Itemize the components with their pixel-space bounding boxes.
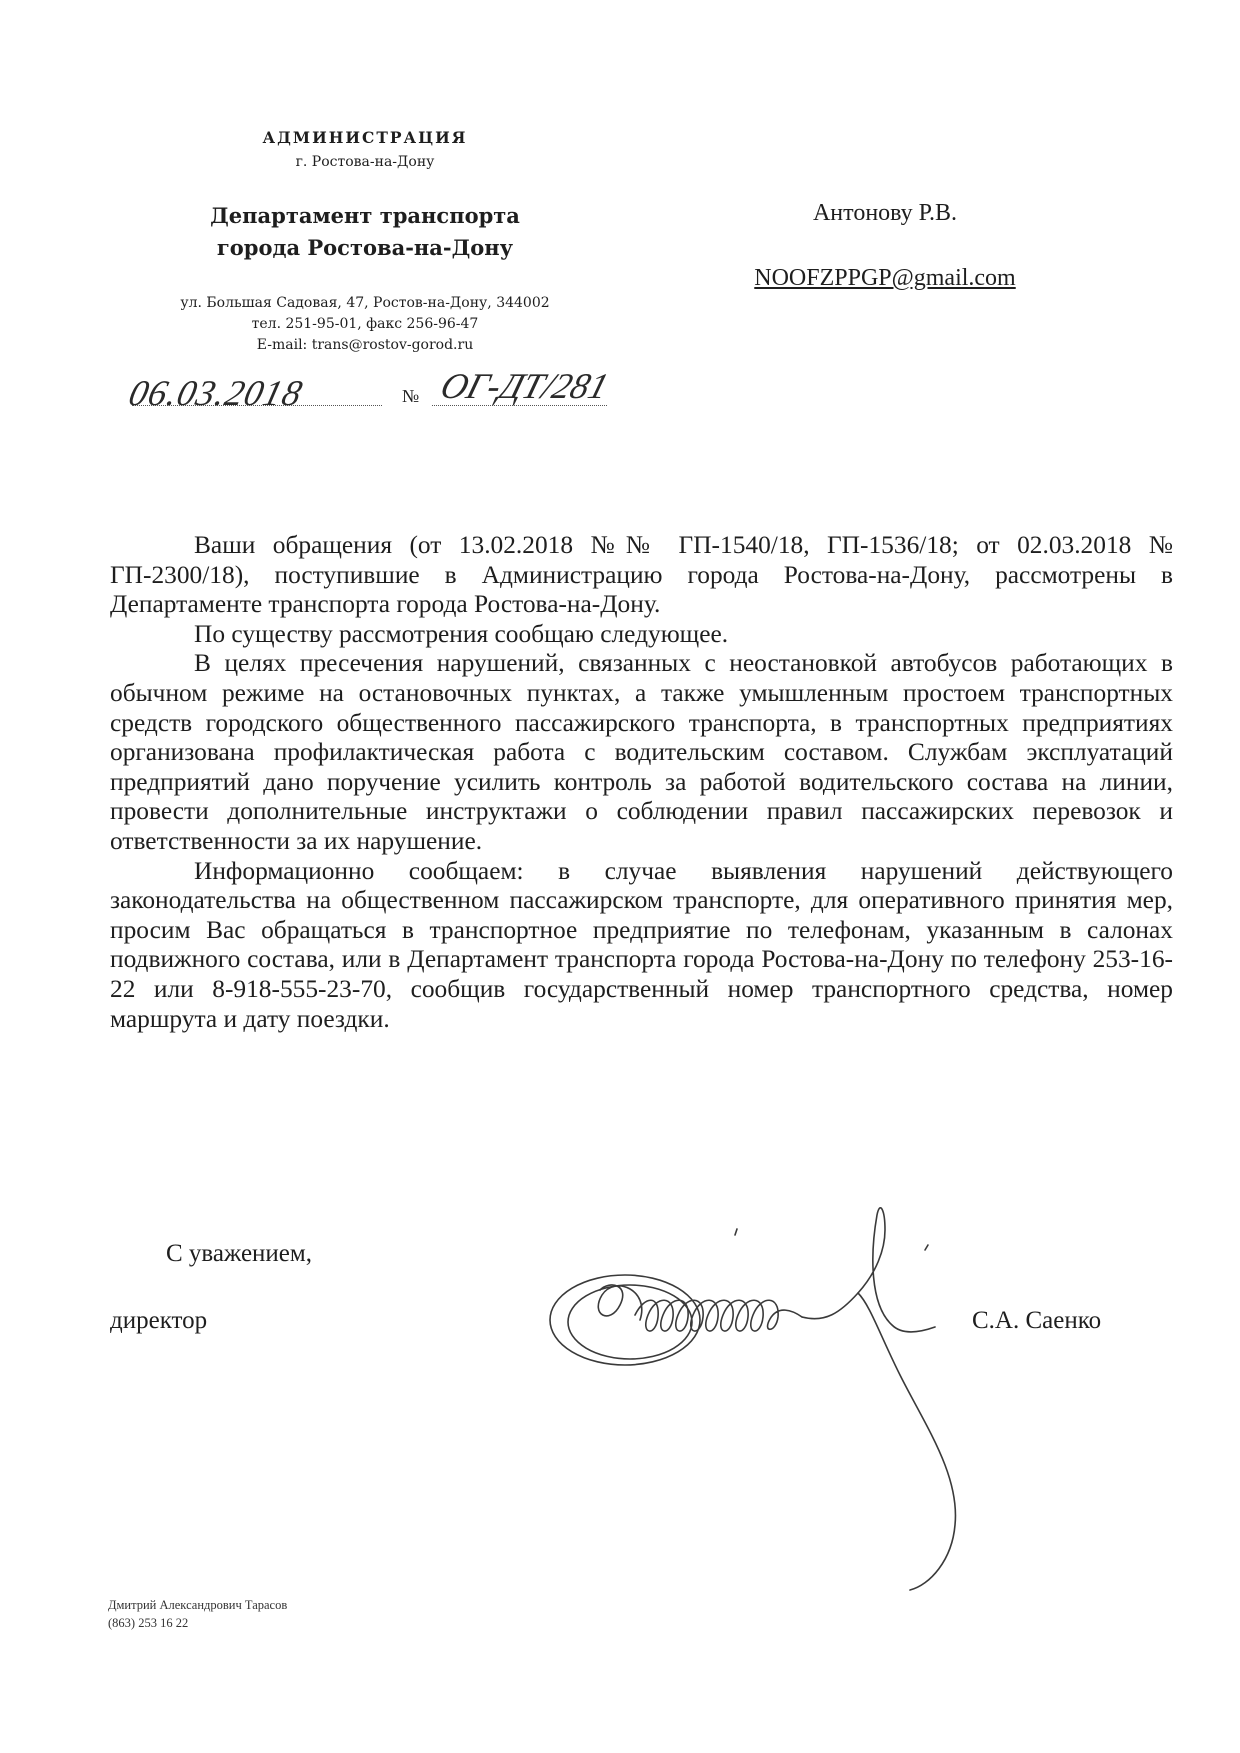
body-paragraph: По существу рассмотрения сообщаю следующее.	[194, 619, 729, 648]
signer-position: директор	[110, 1307, 208, 1334]
number-sign: №	[402, 386, 420, 406]
performer-name: Дмитрий Александрович Тарасов	[108, 1598, 288, 1612]
department-line-1: Департамент транспорта	[210, 203, 520, 228]
addressee-name: Антонову Р.В.	[812, 200, 958, 226]
performer-info	[108, 1596, 287, 1632]
letterhead-contacts	[120, 293, 610, 356]
body-paragraph: Информационно сообщаем: в случае выявления нарушений действующего законодательства на общественном пассажирском транспорте, для оперативного принятия мер, просим Вас обращаться в транспортное предприятие по телефонам, указанным в салонах подвижного состава, или в Департамент транспорта города Ростова-на-Дону по телефону 253-16-22 или 8-918-555-23-70, сообщив государственный номер транспортного средства, номер маршрута и дату поездки.	[110, 856, 1173, 1033]
letterhead-city: г. Ростова-на-Дону	[295, 154, 435, 170]
addressee-email: NOOFZPPGP@gmail.com	[754, 265, 1016, 291]
letterhead-phone-fax: тел. 251-95-01, факс 256-96-47	[251, 316, 479, 332]
letter-body	[110, 531, 1173, 1034]
registration-number: ОГ-ДТ/281	[436, 366, 614, 406]
department-line-2: города Ростова-на-Дону	[216, 235, 514, 260]
letterhead-department	[150, 200, 580, 264]
registration-date: 06.03.2018	[125, 373, 307, 413]
closing-phrase: С уважением,	[166, 1240, 312, 1267]
handwritten-signature	[540, 1195, 1060, 1595]
body-paragraph: В целях пресечения нарушений, связанных с неостановкой автобусов работающих в обычном режиме на остановочных пунктах, а также умышленным простоем транспортных средств городского общественного пассажирского транспорта, в транспортных предприятиях организована профилактическая работа с водительским составом. Службам эксплуатаций предприятий дано поручение усилить контроль за работой водительского состава на линии, провести дополнительные инструктажи о соблюдении правил пассажирских перевозок и ответственности за их нарушение.	[110, 649, 1173, 855]
letterhead-email: E-mail: trans@rostov-gorod.ru	[256, 337, 474, 353]
body-paragraph: Ваши обращения (от 13.02.2018 №№ ГП-1540/18, ГП-1536/18; от 02.03.2018 № ГП-2300/18), поступившие в Администрацию города Ростова-на-Дону, рассмотрены в Департаменте транспорта города Ростова-на-Дону.	[110, 531, 1173, 619]
performer-phone: (863) 253 16 22	[108, 1616, 189, 1630]
letterhead-administration: АДМИНИСТРАЦИЯ	[262, 128, 468, 147]
signer-name: С.А. Саенко	[972, 1307, 1102, 1334]
letterhead-address: ул. Большая Садовая, 47, Ростов-на-Дону, 344002	[180, 295, 550, 311]
